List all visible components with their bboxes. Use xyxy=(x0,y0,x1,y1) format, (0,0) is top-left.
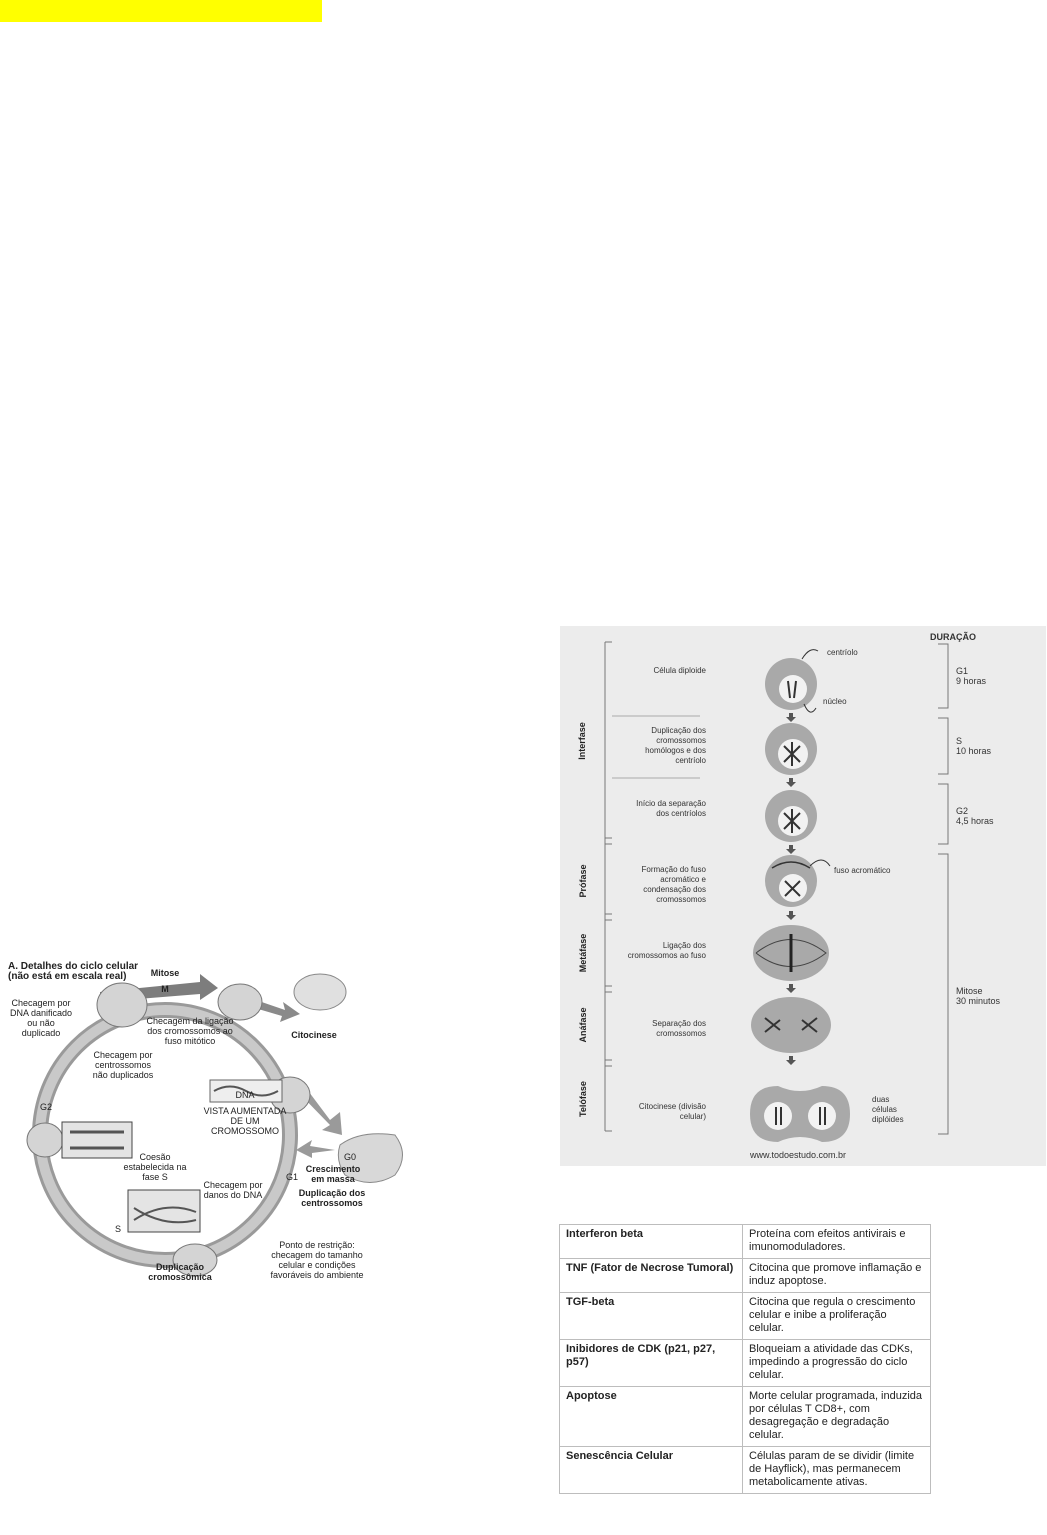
label-citocinese: Citocinese xyxy=(291,1030,337,1040)
table-desc: Morte celular programada, induzida por células T CD8+, com desagregação e degradação celular. xyxy=(743,1387,931,1447)
label-check-dna-damage: Checagem por DNA danificado ou não duplicado xyxy=(9,998,73,1038)
phase-interfase: Interfase xyxy=(577,722,587,760)
duration-header: DURAÇÃO xyxy=(930,632,976,642)
table-row xyxy=(560,1259,931,1293)
label-vista: VISTA AUMENTADA DE UM CROMOSSOMO xyxy=(203,1106,287,1136)
label-fuso: fuso acromático xyxy=(834,866,891,875)
duration-g2: G2 4,5 horas xyxy=(956,806,994,826)
label-dna: DNA xyxy=(235,1090,255,1100)
table-desc: Proteína com efeitos antivirais e imunomoduladores. xyxy=(743,1225,931,1259)
label-check-dna: Checagem por danos do DNA xyxy=(203,1180,263,1200)
cell-cycle-diagram xyxy=(0,950,440,1290)
label-crescimento: Crescimento em massa xyxy=(305,1164,361,1184)
table-term: Apoptose xyxy=(560,1387,743,1447)
step-4: Formação do fuso acromático e condensação dos cromossomos xyxy=(641,865,706,904)
phase-anafase: Anáfase xyxy=(578,1007,588,1043)
step-3: Início da separação dos centríolos xyxy=(636,799,706,818)
table-desc: Citocina que regula o crescimento celular e inibe a proliferação celular. xyxy=(743,1293,931,1340)
mitosis-chart xyxy=(560,626,1046,1166)
table-term: Inibidores de CDK (p21, p27, p57) xyxy=(560,1340,743,1387)
step-2: Duplicação dos cromossomos homólogos e dos centríolo xyxy=(645,726,706,765)
duration-mitose: Mitose 30 minutos xyxy=(956,986,1001,1006)
label-g2: G2 xyxy=(39,1102,52,1112)
duration-g1: G1 9 horas xyxy=(956,666,987,686)
regulators-table xyxy=(559,1224,931,1494)
table-row xyxy=(560,1340,931,1387)
table-desc: Citocina que promove inflamação e induz apoptose. xyxy=(743,1259,931,1293)
table-row xyxy=(560,1225,931,1259)
label-g1: G1 xyxy=(285,1172,298,1182)
label-g0: G0 xyxy=(343,1152,356,1162)
label-s: S xyxy=(114,1224,121,1234)
table-desc: Bloqueiam a atividade das CDKs, impedindo a progressão do ciclo celular. xyxy=(743,1340,931,1387)
table-row xyxy=(560,1293,931,1340)
step-1: Célula diploide xyxy=(653,666,706,675)
label-dup-centro: Duplicação dos centrossomos xyxy=(298,1188,366,1208)
label-check-spindle: Checagem da ligação dos cromossomos ao fuso mitótico xyxy=(146,1016,234,1046)
table-term: Interferon beta xyxy=(560,1225,743,1259)
step-7: Citocinese (divisão celular) xyxy=(638,1102,706,1121)
table-term: Senescência Celular xyxy=(560,1447,743,1494)
label-check-centrosomes: Checagem por centrossomos não duplicados xyxy=(92,1050,154,1080)
table-row xyxy=(560,1447,931,1494)
label-coesao: Coesão estabelecida na fase S xyxy=(123,1152,187,1182)
phase-metafase: Metáfase xyxy=(578,933,588,973)
yellow-highlight-bar xyxy=(0,0,322,22)
step-5: Ligação dos cromossomos ao fuso xyxy=(627,941,706,960)
label-mitose: Mitose xyxy=(150,968,180,978)
label-m: M xyxy=(161,984,169,994)
table-row xyxy=(560,1387,931,1447)
label-ponto: Ponto de restrição: checagem do tamanho celular e condições favoráveis do ambiente xyxy=(270,1240,364,1280)
source-site: www.todoestudo.com.br xyxy=(750,1150,847,1160)
table-term: TNF (Fator de Necrose Tumoral) xyxy=(560,1259,743,1293)
label-nucleo: núcleo xyxy=(823,697,847,706)
duration-s: S 10 horas xyxy=(956,736,992,756)
label-centriolo: centríolo xyxy=(827,648,858,657)
cycle-title: A. Detalhes do ciclo celular (não está em escala real) xyxy=(8,961,139,982)
table-term: TGF-beta xyxy=(560,1293,743,1340)
phase-telofase: Telófase xyxy=(578,1081,588,1117)
label-dup-crom: Duplicação cromossômica xyxy=(148,1262,212,1282)
table-desc: Células param de se dividir (limite de Hayflick), mas permanecem metabolicamente ativas. xyxy=(743,1447,931,1494)
step-6: Separação dos cromossomos xyxy=(652,1019,706,1038)
label-duas-celulas: duas células diplóides xyxy=(872,1095,904,1124)
phase-profase: Prófase xyxy=(578,864,588,898)
